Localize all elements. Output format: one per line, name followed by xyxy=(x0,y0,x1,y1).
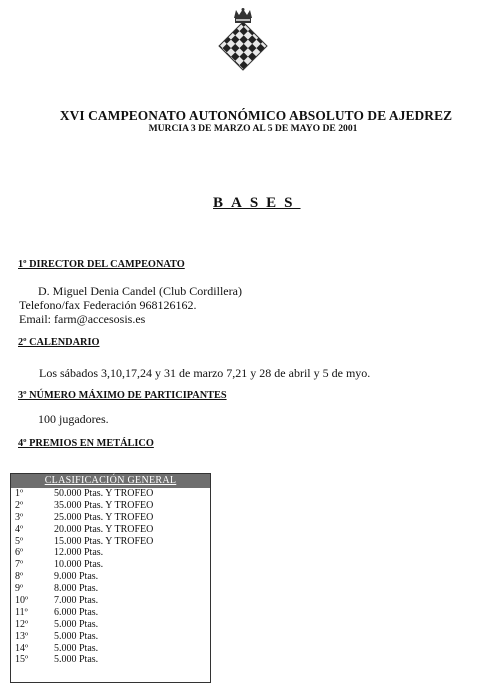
prize-cell: 7.000 Ptas. xyxy=(54,595,99,607)
position-cell: 10º xyxy=(15,595,29,607)
federation-phone: Telefono/fax Federación 968126162. xyxy=(19,298,197,312)
director-email: Email: farm@accesosis.es xyxy=(19,312,146,326)
position-cell: 5º xyxy=(15,535,24,547)
table-row xyxy=(11,607,210,619)
prize-cell: 25.000 Ptas. Y TROFEO xyxy=(54,511,154,523)
table-row xyxy=(11,524,210,536)
prize-cell: 8.000 Ptas. xyxy=(54,583,99,595)
position-cell: 3º xyxy=(15,511,24,523)
prize-cell: 15.000 Ptas. Y TROFEO xyxy=(54,535,154,547)
position-cell: 13º xyxy=(15,630,29,642)
document-subtitle: MURCIA 3 DE MARZO AL 5 DE MAYO DE 2001 xyxy=(148,123,358,134)
section-premios-title: 4º PREMIOS EN METÁLICO xyxy=(18,438,154,449)
prize-cell: 12.000 Ptas. xyxy=(54,547,104,559)
table-row xyxy=(11,500,210,512)
calendario-text: Los sábados 3,10,17,24 y 31 de marzo 7,21 y 28 de abril y 5 de myo. xyxy=(39,366,371,380)
prize-cell: 5.000 Ptas. xyxy=(54,630,99,642)
participantes-text: 100 jugadores. xyxy=(38,412,109,426)
prize-cell: 6.000 Ptas. xyxy=(54,606,99,618)
table-row xyxy=(11,559,210,571)
position-cell: 8º xyxy=(15,571,24,583)
table-row xyxy=(11,488,210,500)
table-row xyxy=(11,595,210,607)
table-row xyxy=(11,619,210,631)
table-header: CLASIFICACIÓN GENERAL xyxy=(11,474,210,488)
section-calendario-title: 2º CALENDARIO xyxy=(18,337,100,348)
bases-heading: BASES xyxy=(213,195,301,211)
section-participantes-title: 3º NÚMERO MÁXIMO DE PARTICIPANTES xyxy=(18,390,227,401)
prize-cell: 5.000 Ptas. xyxy=(54,618,99,630)
table-row xyxy=(11,536,210,548)
table-row xyxy=(11,512,210,524)
table-row xyxy=(11,631,210,643)
prize-cell: 20.000 Ptas. Y TROFEO xyxy=(54,523,154,535)
table-row xyxy=(11,643,210,655)
prize-table xyxy=(10,473,211,683)
position-cell: 15º xyxy=(15,654,29,666)
prize-cell: 5.000 Ptas. xyxy=(54,654,99,666)
director-name: D. Miguel Denia Candel (Club Cordillera) xyxy=(38,284,242,298)
prize-cell: 10.000 Ptas. xyxy=(54,559,104,571)
prize-cell: 50.000 Ptas. Y TROFEO xyxy=(54,488,154,499)
prize-cell: 35.000 Ptas. Y TROFEO xyxy=(54,499,154,511)
table-row xyxy=(11,547,210,559)
position-cell: 6º xyxy=(15,547,24,559)
federation-logo-icon xyxy=(218,8,268,72)
table-body xyxy=(11,488,210,666)
position-cell: 11º xyxy=(15,606,28,618)
position-cell: 7º xyxy=(15,559,24,571)
position-cell: 12º xyxy=(15,618,29,630)
document-title: XVI CAMPEONATO AUTONÓMICO ABSOLUTO DE AJEDREZ xyxy=(59,108,453,123)
prize-cell: 9.000 Ptas. xyxy=(54,571,99,583)
table-row xyxy=(11,571,210,583)
position-cell: 4º xyxy=(15,523,24,535)
position-cell: 14º xyxy=(15,642,29,654)
table-row xyxy=(11,654,210,666)
position-cell: 9º xyxy=(15,583,24,595)
section-director-title: 1º DIRECTOR DEL CAMPEONATO xyxy=(18,259,185,270)
position-cell: 1º xyxy=(15,488,24,499)
position-cell: 2º xyxy=(15,499,24,511)
table-row xyxy=(11,583,210,595)
prize-cell: 5.000 Ptas. xyxy=(54,642,99,654)
